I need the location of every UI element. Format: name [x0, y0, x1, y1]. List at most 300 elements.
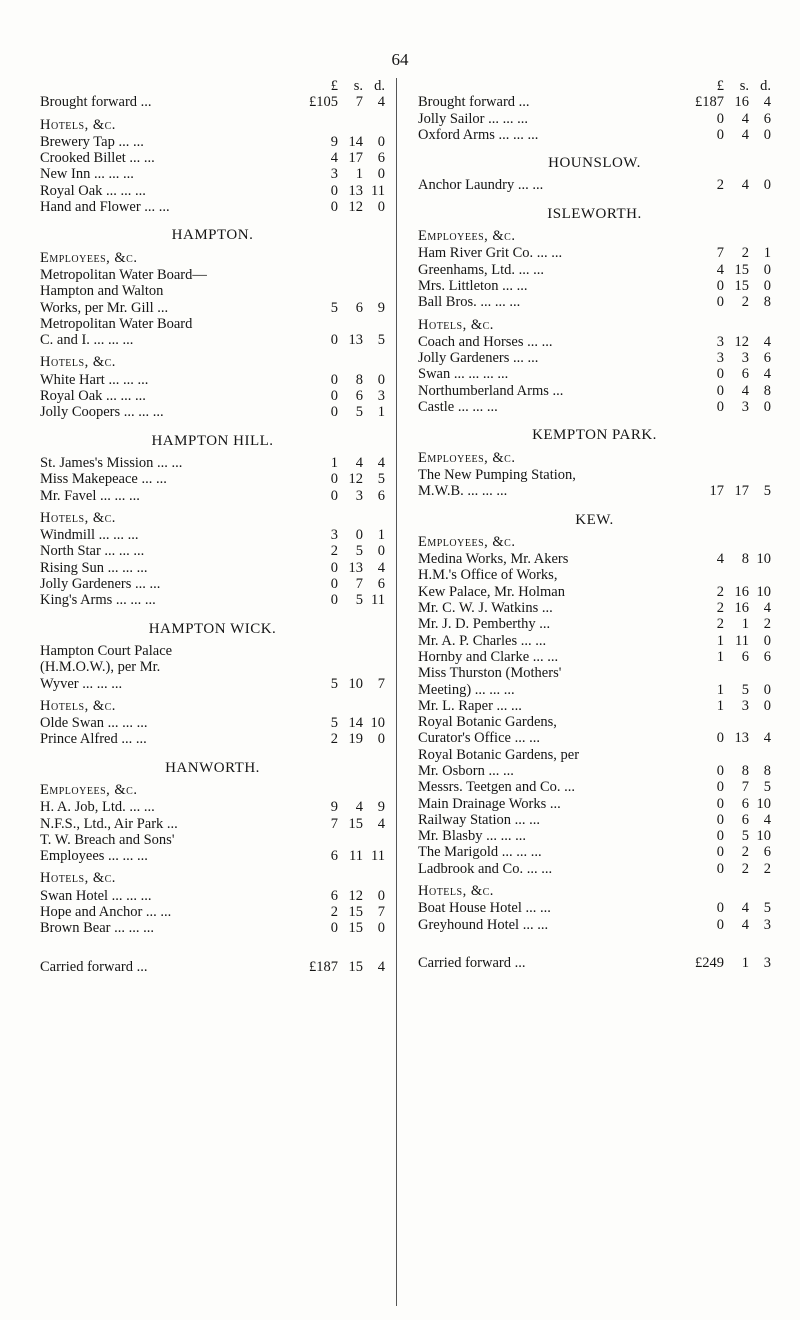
- amount: [298, 816, 385, 832]
- shillings-value: 15: [348, 958, 363, 975]
- pence-value: 4: [763, 811, 771, 828]
- amount: [684, 483, 771, 499]
- shillings-value: 0: [355, 527, 363, 544]
- pence-value: 10: [756, 795, 771, 812]
- pence-value: 4: [763, 94, 771, 111]
- pounds-value: £187: [309, 958, 338, 975]
- pence-header: d.: [374, 78, 385, 94]
- ledger-row: [418, 812, 771, 828]
- district-heading: HAMPTON.: [171, 227, 254, 244]
- ledger-row: [418, 584, 771, 600]
- pounds-value: 2: [716, 177, 724, 194]
- pence-value: 6: [763, 110, 771, 127]
- category-subheading: Employees, &c.: [40, 249, 138, 266]
- pence-value: 6: [763, 648, 771, 665]
- pence-value: 11: [371, 848, 385, 865]
- category-subheading: Employees, &c.: [40, 781, 138, 798]
- ledger-row: [40, 576, 385, 592]
- pence-value: 0: [763, 126, 771, 143]
- pounds-value: 17: [709, 483, 724, 500]
- ledger-row: [418, 698, 771, 714]
- ledger-row: [40, 134, 385, 150]
- entry-name: Metropolitan Water Board: [40, 315, 193, 332]
- entry-name: M.W.B. ... ... ...: [418, 483, 508, 500]
- shillings-header: s.: [353, 78, 363, 94]
- ledger-row: [40, 527, 385, 543]
- pence-value: 4: [763, 366, 771, 383]
- pounds-value: 0: [716, 916, 724, 933]
- pounds-value: 0: [716, 126, 724, 143]
- entry-name: Prince Alfred ... ...: [40, 731, 147, 748]
- entry-name: St. James's Mission ... ...: [40, 454, 183, 471]
- shillings-value: 15: [348, 920, 363, 937]
- shillings-value: 4: [741, 110, 749, 127]
- pence-value: 0: [763, 277, 771, 294]
- pounds-value: 0: [330, 487, 338, 504]
- entry-name: C. and I. ... ... ...: [40, 332, 134, 349]
- pence-value: 0: [763, 399, 771, 416]
- shillings-value: 11: [349, 848, 363, 865]
- entry-name: Works, per Mr. Gill ...: [40, 299, 169, 316]
- pence-value: 0: [377, 920, 385, 937]
- amount: [678, 955, 771, 971]
- entry-name: N.F.S., Ltd., Air Park ...: [40, 815, 178, 832]
- ledger-row: [418, 366, 771, 382]
- shillings-value: 14: [348, 715, 363, 732]
- entry-name: Hampton Court Palace: [40, 642, 173, 659]
- shillings-value: 13: [348, 559, 363, 576]
- pounds-value: 5: [330, 299, 338, 316]
- ledger-row: [40, 731, 385, 747]
- ledger-row: [40, 300, 385, 316]
- amount: [298, 560, 385, 576]
- entry-name: Brought forward ...: [40, 94, 152, 111]
- ledger-row: [418, 278, 771, 294]
- category-subheading: Hotels, &c.: [418, 883, 494, 900]
- shillings-value: 5: [741, 681, 749, 698]
- pence-value: 0: [763, 697, 771, 714]
- amount: [684, 812, 771, 828]
- pounds-value: 1: [716, 681, 724, 698]
- pounds-value: 9: [330, 799, 338, 816]
- pence-value: 0: [377, 887, 385, 904]
- amount: [292, 959, 385, 975]
- ledger-row: [40, 471, 385, 487]
- pounds-value: 0: [330, 388, 338, 405]
- shillings-value: 2: [741, 844, 749, 861]
- ledger-row: [418, 94, 771, 110]
- entry-name: (H.M.O.W.), per Mr.: [40, 659, 161, 676]
- currency-header: [418, 78, 771, 94]
- pence-value: 0: [377, 543, 385, 560]
- pence-value: 5: [763, 900, 771, 917]
- ledger-row: [40, 592, 385, 608]
- pence-value: 6: [377, 150, 385, 167]
- district-heading: KEW.: [575, 511, 614, 528]
- shillings-value: 17: [734, 483, 749, 500]
- amount: [298, 904, 385, 920]
- ledger-row: [40, 543, 385, 559]
- category-subheading: Employees, &c.: [418, 533, 516, 550]
- entry-name: Greenhams, Ltd. ... ...: [418, 261, 545, 278]
- amount: [684, 278, 771, 294]
- ledger-row: [418, 616, 771, 632]
- shillings-value: 15: [734, 277, 749, 294]
- pounds-value: 2: [330, 904, 338, 921]
- ledger-row: [40, 643, 385, 659]
- ledger-row: [418, 633, 771, 649]
- entry-name: Miss Makepeace ... ...: [40, 471, 167, 488]
- ledger-row: [40, 888, 385, 904]
- entry-name: H.M.'s Office of Works,: [418, 567, 558, 584]
- pounds-value: 0: [716, 811, 724, 828]
- ledger-row: [418, 917, 771, 933]
- ledger-row: [40, 332, 385, 348]
- pounds-value: 2: [716, 583, 724, 600]
- amount: [684, 111, 771, 127]
- amount: [684, 383, 771, 399]
- pounds-value: £187: [695, 94, 724, 111]
- ledger-row: [418, 551, 771, 567]
- shillings-value: 1: [741, 954, 749, 971]
- pence-value: 4: [377, 94, 385, 111]
- amount: [684, 633, 771, 649]
- ledger-row: [418, 779, 771, 795]
- entry-name: Mr. C. W. J. Watkins ...: [418, 600, 553, 617]
- amount: [684, 861, 771, 877]
- ledger-row: [40, 455, 385, 471]
- pounds-value: 4: [716, 551, 724, 568]
- pounds-value: 9: [330, 133, 338, 150]
- pounds-value: 4: [716, 261, 724, 278]
- amount: [684, 600, 771, 616]
- shillings-value: 8: [355, 371, 363, 388]
- entry-name: Jolly Gardeners ... ...: [40, 576, 161, 593]
- ledger-row: [418, 177, 771, 193]
- shillings-value: 14: [348, 133, 363, 150]
- ledger-row: [418, 567, 771, 583]
- ledger-row: [40, 715, 385, 731]
- entry-name: Hampton and Walton: [40, 283, 164, 300]
- shillings-value: 4: [741, 177, 749, 194]
- amount: [298, 388, 385, 404]
- entry-name: White Hart ... ... ...: [40, 371, 149, 388]
- shillings-value: 7: [741, 779, 749, 796]
- pounds-value: 0: [330, 371, 338, 388]
- pence-value: 9: [377, 799, 385, 816]
- pounds-value: 0: [716, 730, 724, 747]
- shillings-value: 2: [741, 245, 749, 262]
- entry-name: Hope and Anchor ... ...: [40, 904, 172, 921]
- category-subheading: Hotels, &c.: [40, 116, 116, 133]
- ledger-row: [40, 388, 385, 404]
- shillings-value: 7: [355, 94, 363, 111]
- pence-value: 11: [371, 592, 385, 609]
- pence-value: 10: [756, 551, 771, 568]
- pence-value: 10: [370, 715, 385, 732]
- pounds-value: 6: [330, 848, 338, 865]
- entry-name: Ladbrook and Co. ... ...: [418, 860, 553, 877]
- ledger-row: [418, 127, 771, 143]
- ledger-row: [418, 665, 771, 681]
- category-subheading: Employees, &c.: [418, 449, 516, 466]
- pounds-value: 0: [330, 576, 338, 593]
- entry-name: Mr. Osborn ... ...: [418, 762, 514, 779]
- ledger-row: [40, 150, 385, 166]
- currency-header: [40, 78, 385, 94]
- pence-value: 5: [763, 779, 771, 796]
- shillings-value: 12: [348, 887, 363, 904]
- shillings-value: 16: [734, 583, 749, 600]
- shillings-value: 12: [734, 333, 749, 350]
- pence-value: 2: [763, 616, 771, 633]
- pence-value: 7: [377, 904, 385, 921]
- amount: [292, 94, 385, 110]
- pence-value: 4: [377, 815, 385, 832]
- ledger-row: [418, 714, 771, 730]
- pence-value: 4: [763, 333, 771, 350]
- pounds-value: 0: [716, 860, 724, 877]
- ledger-row: [418, 262, 771, 278]
- entry-name: Miss Thurston (Mothers': [418, 665, 562, 682]
- pence-value: 5: [377, 471, 385, 488]
- shillings-value: 10: [348, 675, 363, 692]
- entry-name: Curator's Office ... ...: [418, 730, 540, 747]
- amount: [298, 199, 385, 215]
- amount: [298, 404, 385, 420]
- pence-value: 1: [377, 527, 385, 544]
- amount: [684, 245, 771, 261]
- shillings-value: 6: [355, 299, 363, 316]
- pounds-value: 0: [330, 199, 338, 216]
- category-subheading: Hotels, &c.: [418, 316, 494, 333]
- ledger-row: [418, 844, 771, 860]
- pence-value: 0: [763, 681, 771, 698]
- entry-name: Northumberland Arms ...: [418, 382, 564, 399]
- category-subheading: Hotels, &c.: [40, 509, 116, 526]
- amount: [298, 471, 385, 487]
- shillings-value: 12: [348, 199, 363, 216]
- ledger-row: [40, 659, 385, 675]
- pence-value: 5: [763, 483, 771, 500]
- pence-value: 8: [763, 294, 771, 311]
- pounds-value: 1: [716, 632, 724, 649]
- pence-value: 0: [377, 371, 385, 388]
- pounds-value: 1: [716, 648, 724, 665]
- district-heading: HANWORTH.: [165, 759, 260, 776]
- pence-value: 1: [377, 404, 385, 421]
- entry-name: North Star ... ... ...: [40, 543, 145, 560]
- entry-name: Greyhound Hotel ... ...: [418, 916, 549, 933]
- shillings-value: 5: [355, 543, 363, 560]
- entry-name: Boat House Hotel ... ...: [418, 900, 551, 917]
- pounds-value: 0: [716, 110, 724, 127]
- pence-value: 2: [763, 860, 771, 877]
- pounds-value: 2: [716, 600, 724, 617]
- carried-forward-row: [418, 955, 771, 971]
- pence-value: 4: [377, 454, 385, 471]
- ledger-row: [418, 245, 771, 261]
- entry-name: Railway Station ... ...: [418, 811, 541, 828]
- pence-value: 4: [763, 600, 771, 617]
- ledger-row: [40, 920, 385, 936]
- ledger-row: [40, 199, 385, 215]
- amount: [298, 166, 385, 182]
- pence-value: 4: [377, 958, 385, 975]
- amount: [298, 543, 385, 559]
- pounds-value: 1: [716, 697, 724, 714]
- shillings-value: 4: [741, 126, 749, 143]
- ledger-row: [40, 904, 385, 920]
- entry-name: Jolly Sailor ... ... ...: [418, 110, 528, 127]
- ledger-row: [418, 483, 771, 499]
- shillings-value: 15: [348, 815, 363, 832]
- pence-value: 9: [377, 299, 385, 316]
- pounds-value: 3: [716, 333, 724, 350]
- amount: [298, 731, 385, 747]
- amount: [298, 592, 385, 608]
- amount: [298, 372, 385, 388]
- district-heading: HAMPTON WICK.: [148, 620, 277, 637]
- pounds-value: 7: [330, 815, 338, 832]
- entry-name: H. A. Job, Ltd. ... ...: [40, 799, 155, 816]
- pounds-value: £105: [309, 94, 338, 111]
- pounds-value: £249: [695, 954, 724, 971]
- pounds-value: 2: [330, 543, 338, 560]
- pounds-value: 0: [716, 779, 724, 796]
- pounds-value: 6: [330, 887, 338, 904]
- amount: [684, 551, 771, 567]
- district-heading: HAMPTON HILL.: [151, 432, 274, 449]
- amount: [684, 350, 771, 366]
- entry-name: Wyver ... ... ...: [40, 675, 123, 692]
- amount: [298, 715, 385, 731]
- ledger-row: [40, 316, 385, 332]
- pence-value: 0: [377, 199, 385, 216]
- entry-name: Oxford Arms ... ... ...: [418, 126, 539, 143]
- entry-name: Royal Botanic Gardens,: [418, 714, 557, 731]
- amount: [684, 828, 771, 844]
- shillings-value: 16: [734, 94, 749, 111]
- amount: [298, 150, 385, 166]
- entry-name: Ball Bros. ... ... ...: [418, 294, 521, 311]
- ledger-row: [40, 848, 385, 864]
- category-subheading: Hotels, &c.: [40, 870, 116, 887]
- pence-value: 0: [377, 166, 385, 183]
- amount: [684, 177, 771, 193]
- amount: [298, 888, 385, 904]
- ledger-row: [40, 832, 385, 848]
- pence-value: 10: [756, 828, 771, 845]
- ledger-row: [40, 676, 385, 692]
- entry-name: Brown Bear ... ... ...: [40, 920, 154, 937]
- pounds-value: 5: [330, 715, 338, 732]
- shillings-value: 1: [741, 616, 749, 633]
- entry-name: Mr. L. Raper ... ...: [418, 697, 522, 714]
- ledger-row: [40, 799, 385, 815]
- shillings-value: 15: [348, 904, 363, 921]
- pence-value: 4: [377, 559, 385, 576]
- ledger-row: [40, 560, 385, 576]
- pounds-value: 0: [716, 900, 724, 917]
- entry-name: Carried forward ...: [40, 958, 148, 975]
- ledger-row: [418, 467, 771, 483]
- amount: [684, 366, 771, 382]
- ledger-row: [418, 861, 771, 877]
- amount: [684, 698, 771, 714]
- pence-value: 0: [377, 133, 385, 150]
- amount: [298, 455, 385, 471]
- ledger-row: [418, 649, 771, 665]
- entry-name: Anchor Laundry ... ...: [418, 177, 544, 194]
- pounds-value: 0: [330, 471, 338, 488]
- pounds-value: 0: [330, 404, 338, 421]
- shillings-value: 6: [741, 366, 749, 383]
- entry-name: Mr. Favel ... ... ...: [40, 487, 140, 504]
- entry-name: Mrs. Littleton ... ...: [418, 277, 528, 294]
- entry-name: Royal Botanic Gardens, per: [418, 746, 580, 763]
- entry-name: Mr. J. D. Pemberthy ...: [418, 616, 551, 633]
- ledger-row: [418, 383, 771, 399]
- pounds-value: 2: [330, 731, 338, 748]
- entry-name: Castle ... ... ...: [418, 399, 498, 416]
- ledger-row: [40, 404, 385, 420]
- entry-name: Brought forward ...: [418, 94, 530, 111]
- shillings-value: 16: [734, 600, 749, 617]
- amount: [684, 616, 771, 632]
- entry-name: Royal Oak ... ... ...: [40, 388, 146, 405]
- amount: [298, 576, 385, 592]
- district-heading: HOUNSLOW.: [548, 155, 641, 172]
- shillings-value: 15: [734, 261, 749, 278]
- entry-name: Kew Palace, Mr. Holman: [418, 583, 565, 600]
- pounds-value: 0: [716, 277, 724, 294]
- entry-name: Carried forward ...: [418, 954, 526, 971]
- pounds-value: 0: [716, 366, 724, 383]
- amount: [298, 300, 385, 316]
- entry-name: Coach and Horses ... ...: [418, 333, 553, 350]
- ledger-row: [418, 730, 771, 746]
- entry-name: Jolly Gardeners ... ...: [418, 350, 539, 367]
- shillings-value: 4: [355, 454, 363, 471]
- shillings-value: 7: [355, 576, 363, 593]
- pounds-value: 0: [716, 795, 724, 812]
- pounds-value: 3: [330, 527, 338, 544]
- entry-name: King's Arms ... ... ...: [40, 592, 156, 609]
- ledger-row: [418, 828, 771, 844]
- pence-value: 3: [377, 388, 385, 405]
- entry-name: Messrs. Teetgen and Co. ...: [418, 779, 575, 796]
- pounds-value: 4: [330, 150, 338, 167]
- pence-value: 5: [377, 332, 385, 349]
- entry-name: Olde Swan ... ... ...: [40, 715, 148, 732]
- pounds-value: 3: [716, 350, 724, 367]
- shillings-value: 5: [355, 592, 363, 609]
- amount: [678, 94, 771, 110]
- pence-value: 0: [763, 632, 771, 649]
- shillings-value: 12: [348, 471, 363, 488]
- pence-value: 0: [763, 261, 771, 278]
- page-number: 64: [391, 50, 409, 69]
- shillings-header: s.: [739, 78, 749, 94]
- ledger-row: [418, 294, 771, 310]
- pence-value: 6: [763, 350, 771, 367]
- entry-name: Royal Oak ... ... ...: [40, 182, 146, 199]
- district-heading: KEMPTON PARK.: [532, 427, 657, 444]
- entry-name: Windmill ... ... ...: [40, 527, 139, 544]
- pence-value: 6: [377, 487, 385, 504]
- pounds-value: 1: [330, 454, 338, 471]
